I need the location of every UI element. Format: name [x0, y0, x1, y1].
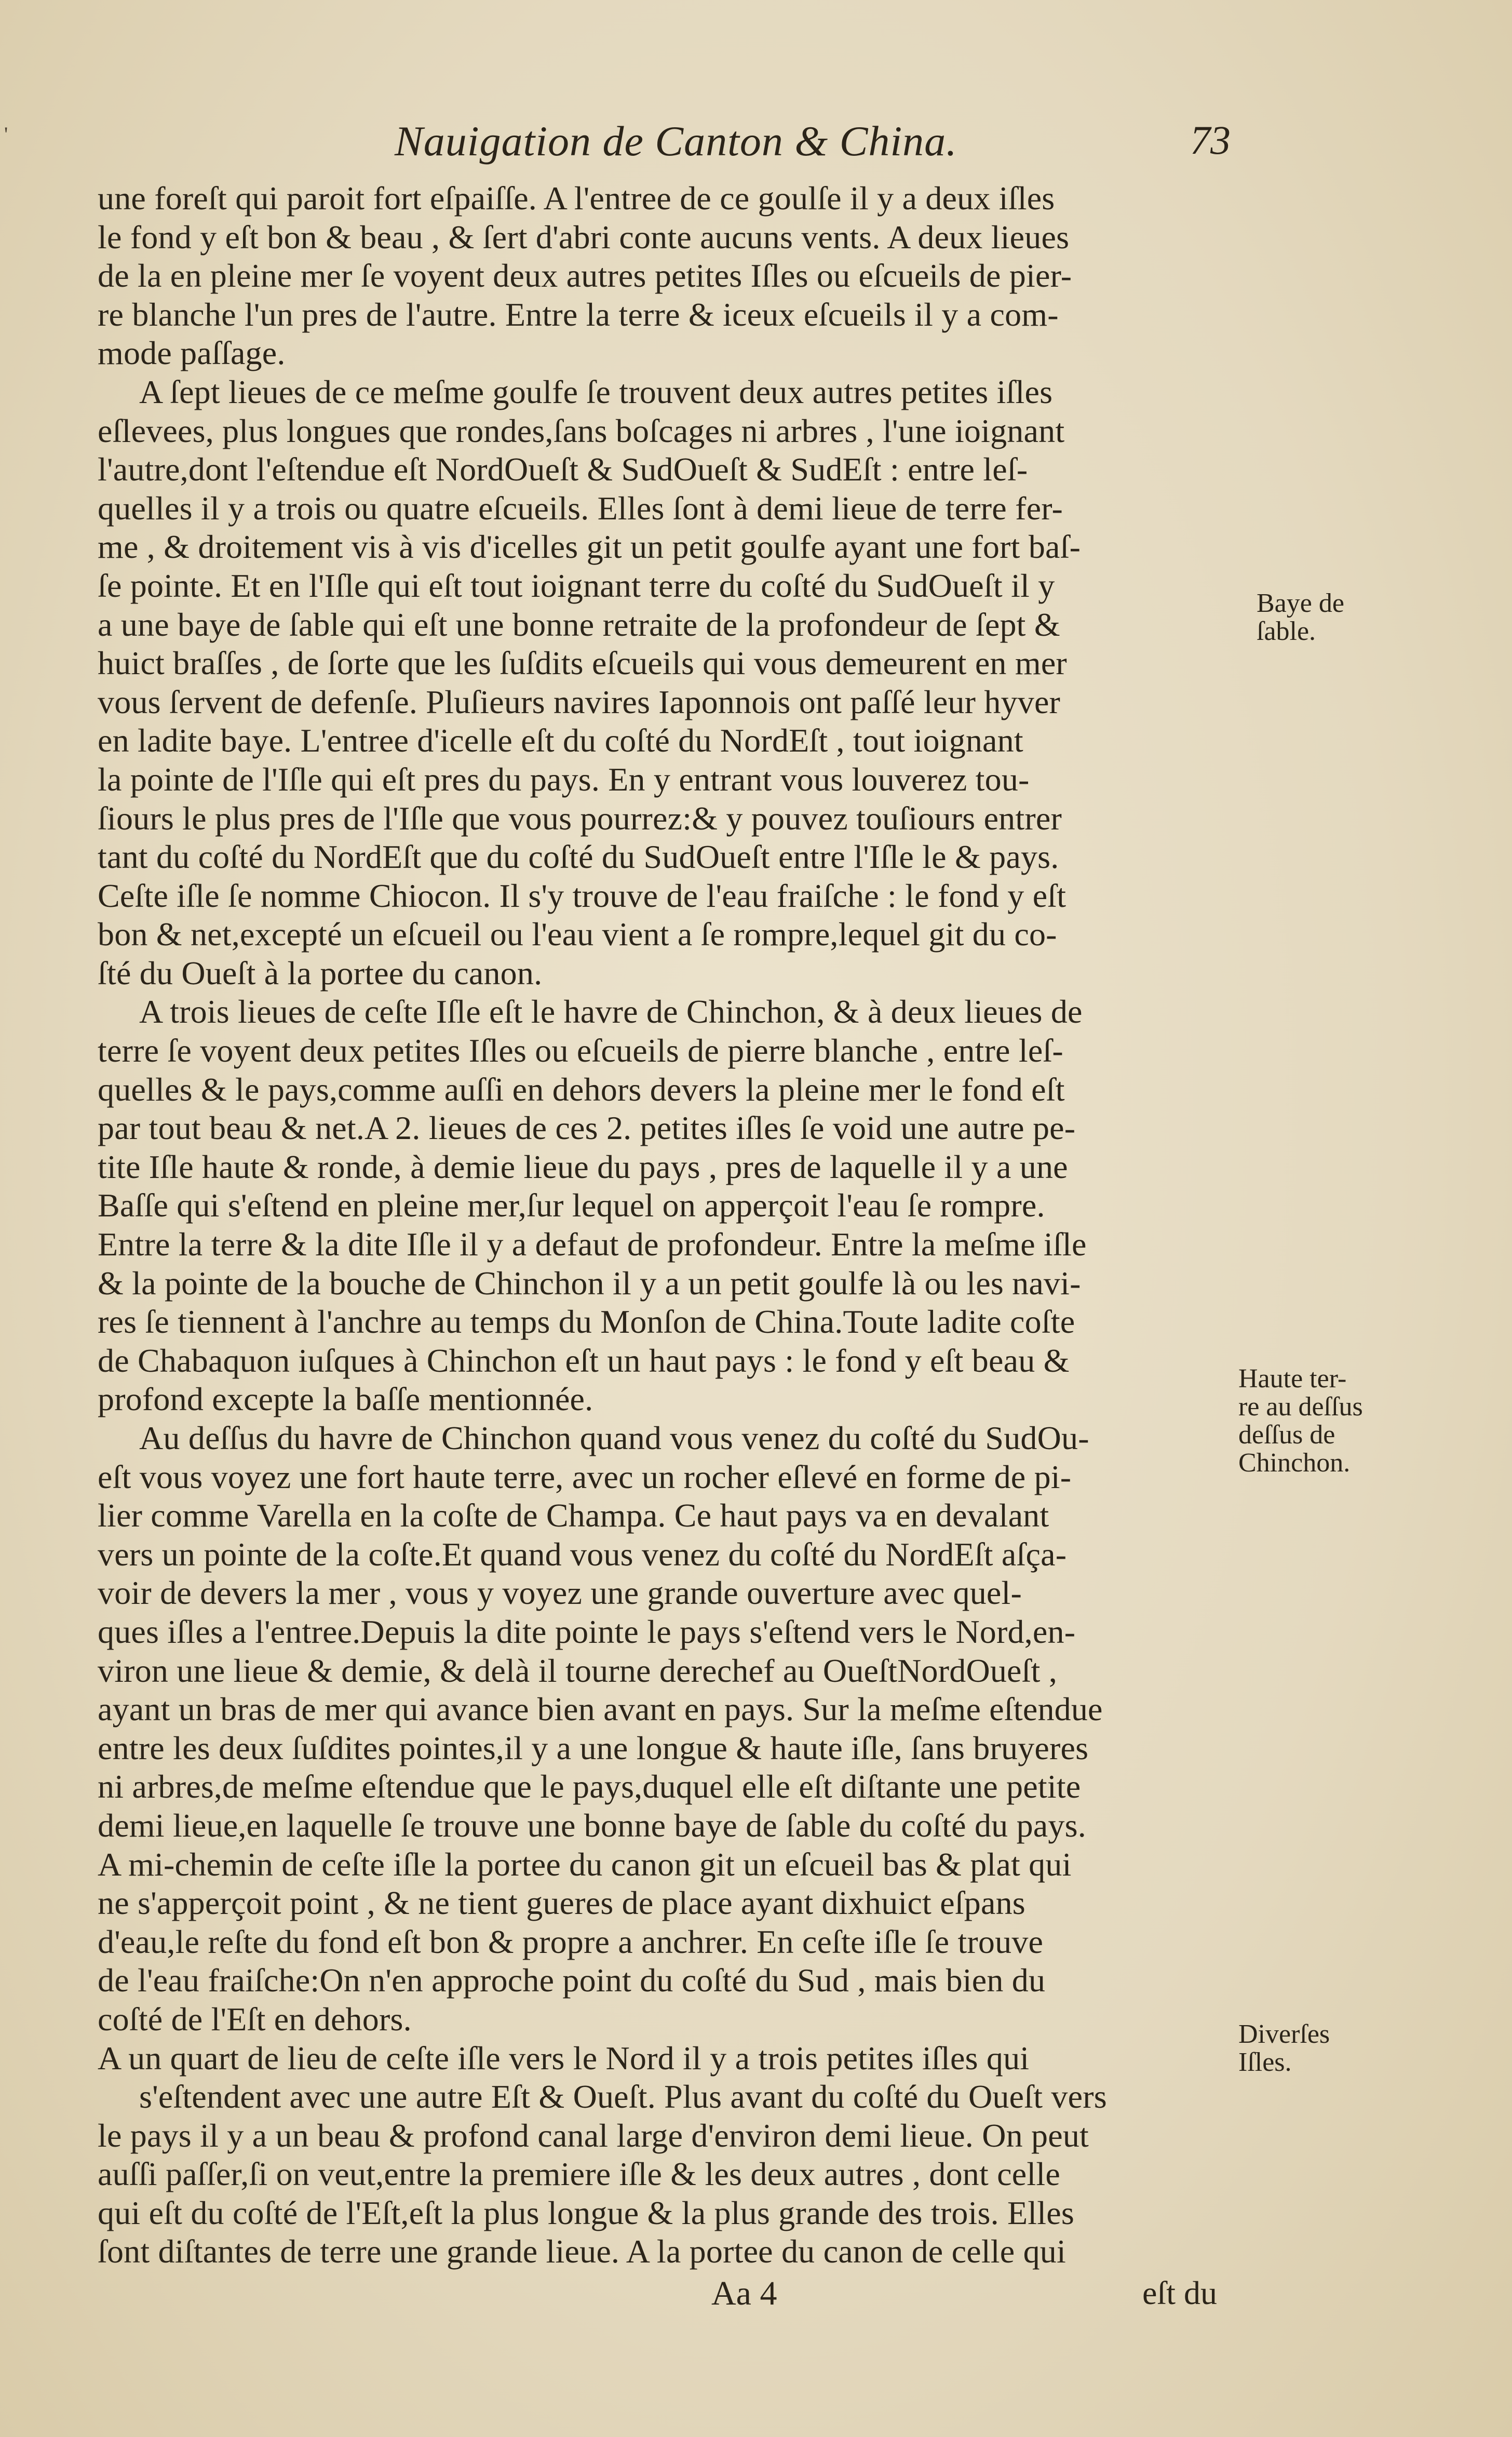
text-line: mode paſſage. [98, 334, 286, 372]
text-line: la pointe de l'Iſle qui eſt pres du pays. En y entrant vous louverez tou- [98, 760, 1030, 798]
text-line: res ſe tiennent à l'anchre au temps du Monſon de China.Toute ladite coſte [98, 1303, 1075, 1341]
signature-mark: Aa 4 [711, 2274, 777, 2312]
text-line: A trois lieues de ceſte Iſle eſt le havre de Chinchon, & à deux lieues de [139, 993, 1083, 1030]
text-line: lier comme Varella en la coſte de Champa. Ce haut pays va en devalant [98, 1497, 1049, 1534]
text-line: ques iſles a l'entree.Depuis la dite pointe le pays s'eſtend vers le Nord,en- [98, 1613, 1076, 1650]
text-line: ayant un bras de mer qui avance bien avant en pays. Sur la meſme eſtendue [98, 1691, 1103, 1728]
margin-note-line: ſable. [1257, 617, 1316, 646]
text-line: & la pointe de la bouche de Chinchon il y a un petit goulfe là ou les navi- [98, 1264, 1081, 1302]
body-text [98, 179, 1230, 2271]
margin-note-line: re au deſſus [1238, 1392, 1363, 1422]
margin-note-line: Diverſes [1238, 2019, 1330, 2049]
text-line: ſté du Oueſt à la portee du canon. [98, 954, 543, 992]
text-line: tant du coſté du NordEſt que du coſté du SudOueſt entre l'Iſle le & pays. [98, 838, 1059, 876]
margin-note-line: Haute ter- [1238, 1364, 1347, 1394]
text-line: viron une lieue & demie, & delà il tourne derechef au OueſtNordOueſt , [98, 1652, 1058, 1689]
text-line: de la en pleine mer ſe voyent deux autres petites Iſles ou eſcueils de pier- [98, 257, 1072, 294]
text-line: vous ſervent de defenſe. Pluſieurs navires Iaponnois ont paſſé leur hyver [98, 683, 1061, 720]
text-line: quelles il y a trois ou quatre eſcueils. Elles ſont à demi lieue de terre fer- [98, 489, 1063, 527]
text-line: profond excepte la baſſe mentionnée. [98, 1381, 593, 1418]
text-line: auſſi paſſer,ſi on veut,entre la premiere iſle & les deux autres , dont celle [98, 2155, 1060, 2193]
text-line: re blanche l'un pres de l'autre. Entre la terre & iceux eſcueils il y a com- [98, 296, 1059, 333]
text-line: A ſept lieues de ce meſme goulfe ſe trouvent deux autres petites iſles [139, 373, 1053, 410]
text-line: me , & droitement vis à vis d'icelles git un petit goulfe ayant une fort baſ- [98, 528, 1081, 566]
margin-note-haute-terre [1238, 1365, 1363, 1477]
text-line: Ceſte iſle ſe nomme Chiocon. Il s'y trouve de l'eau fraiſche : le fond y eſt [98, 877, 1066, 914]
page-footer [99, 2274, 1231, 2321]
text-line: terre ſe voyent deux petites Iſles ou eſcueils de pierre blanche , entre leſ- [98, 1032, 1063, 1069]
text-line: ni arbres,de meſme eſtendue que le pays,duquel elle eſt diſtante une petite [98, 1768, 1081, 1805]
text-line: le pays il y a un beau & profond canal large d'environ demi lieue. On peut [98, 2117, 1089, 2154]
text-line: demi lieue,en laquelle ſe trouve une bonne baye de ſable du coſté du pays. [98, 1806, 1086, 1844]
catchword: eſt du [1142, 2274, 1217, 2311]
text-line: eſlevees, plus longues que rondes,ſans boſcages ni arbres , l'une ioignant [98, 412, 1065, 449]
text-line: une foreſt qui paroit fort eſpaiſſe. A l'entree de ce goulſe il y a deux iſles [98, 180, 1055, 217]
text-line: de Chabaquon iuſques à Chinchon eſt un haut pays : le fond y eſt beau & [98, 1342, 1070, 1379]
text-line: l'autre,dont l'eſtendue eſt NordOueſt & SudOueſt & SudEſt : entre leſ- [98, 451, 1028, 488]
text-line: s'eſtendent avec une autre Eſt & Oueſt. Plus avant du coſté du Oueſt vers [139, 2078, 1107, 2115]
text-line: eſt vous voyez une fort haute terre, avec un rocher eſlevé en forme de pi- [98, 1458, 1072, 1495]
text-line: en ladite baye. L'entree d'icelle eſt du coſté du NordEſt , tout ioignant [98, 722, 1023, 759]
margin-note-baye-de-sable [1257, 590, 1344, 646]
text-line: voir de devers la mer , vous y voyez une grande ouverture avec quel- [98, 1574, 1022, 1612]
text-line: huict braſſes , de ſorte que les ſuſdits eſcueils qui vous demeurent en mer [98, 645, 1067, 682]
text-line: ne s'apperçoit point , & ne tient gueres de place ayant dixhuict eſpans [98, 1884, 1025, 1922]
text-line: Entre la terre & la dite Iſle il y a defaut de profondeur. Entre la meſme iſle [98, 1226, 1087, 1263]
text-line: par tout beau & net.A 2. lieues de ces 2. petites iſles ſe void une autre pe- [98, 1109, 1076, 1147]
page-header [99, 117, 1231, 174]
running-title: Nauigation de Canton & China. [395, 117, 957, 165]
text-line: le fond y eſt bon & beau , & ſert d'abri conte aucuns vents. A deux lieues [98, 218, 1070, 256]
text-line: Baſſe qui s'eſtend en pleine mer,ſur lequel on apperçoit l'eau ſe rompre. [98, 1187, 1045, 1224]
margin-note-line: Chinchon. [1238, 1448, 1351, 1478]
text-line: Au deſſus du havre de Chinchon quand vous venez du coſté du SudOu- [139, 1420, 1089, 1456]
text-line: ſont diſtantes de terre une grande lieue. A la portee du canon de celle qui [98, 2233, 1066, 2270]
text-line: ſe pointe. Et en l'Iſle qui eſt tout ioignant terre du coſté du SudOueſt il y [98, 567, 1055, 604]
text-line: ſiours le plus pres de l'Iſle que vous pourrez:& y pouvez touſiours entrer [98, 799, 1062, 837]
text-line: A un quart de lieu de ceſte iſle vers le Nord il y a trois petites iſles qui [98, 2039, 1030, 2077]
text-line: entre les deux ſuſdites pointes,il y a une longue & haute iſle, ſans bruyeres [98, 1729, 1089, 1766]
text-line: a une baye de ſable qui eſt une bonne retraite de la profondeur de ſept & [98, 606, 1060, 643]
margin-note-line: deſſus de [1238, 1420, 1335, 1450]
text-line: vers un pointe de la coſte.Et quand vous venez du coſté du NordEſt aſça- [98, 1535, 1067, 1573]
text-line: d'eau,le reſte du fond eſt bon & propre a anchrer. En ceſte iſle ſe trouve [98, 1923, 1044, 1960]
text-line: tite Iſle haute & ronde, à demie lieue du pays , pres de laquelle il y a une [98, 1148, 1068, 1185]
text-line: quelles & le pays,comme auſſi en dehors devers la pleine mer le fond eſt [98, 1070, 1065, 1108]
corner-mark: ' [4, 123, 8, 146]
text-line: qui eſt du coſté de l'Eſt,eſt la plus longue & la plus grande des trois. Elles [98, 2194, 1074, 2231]
page-number: 73 [1190, 117, 1231, 163]
text-line: coſté de l'Eſt en dehors. [98, 2000, 412, 2038]
text-line: de l'eau fraiſche:On n'en approche point du coſté du Sud , mais bien du [98, 1962, 1046, 1999]
text-line: bon & net,excepté un eſcueil ou l'eau vient a ſe rompre,lequel git du co- [98, 916, 1057, 953]
text-line: A mi-chemin de ceſte iſle la portee du canon git un eſcueil bas & plat qui [98, 1845, 1072, 1883]
margin-note-line: Iſles. [1238, 2047, 1292, 2077]
margin-note-diverses-isles [1238, 2020, 1330, 2077]
margin-note-line: Baye de [1257, 588, 1344, 618]
